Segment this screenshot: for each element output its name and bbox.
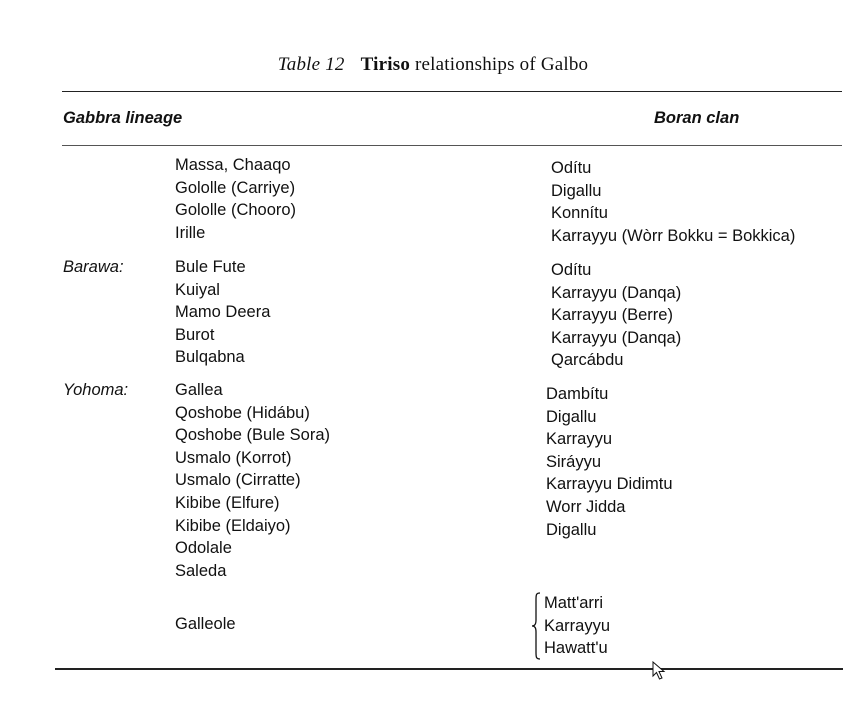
clan-item: Karrayyu (Berre) bbox=[551, 306, 673, 325]
lineage-item: Saleda bbox=[175, 561, 227, 580]
caption-rest: relationships of Galbo bbox=[415, 54, 589, 75]
lineage-item: Irille bbox=[175, 223, 206, 242]
clan-item: Karrayyu bbox=[546, 430, 613, 449]
clan-item: Konnítu bbox=[551, 204, 608, 223]
bottom-rule bbox=[55, 668, 843, 670]
lineage-item: Kibibe (Eldaiyo) bbox=[175, 516, 291, 535]
clan-item: Odítu bbox=[551, 159, 592, 177]
lineage-item: Kuiyal bbox=[175, 280, 220, 299]
lineage-item: Massa, Chaaqo bbox=[175, 156, 291, 174]
curly-brace-icon bbox=[531, 592, 541, 660]
lineage-item: Mamo Deera bbox=[175, 303, 271, 322]
column-header-lineage: Gabbra lineage bbox=[63, 109, 183, 127]
lineage-item: Qoshobe (Hidábu) bbox=[175, 403, 310, 422]
clan-item: Karrayyu Didimtu bbox=[546, 475, 673, 494]
lineage-item: Gololle (Chooro) bbox=[175, 201, 297, 220]
clan-list-yohoma bbox=[546, 383, 673, 541]
clan-item: Siráyyu bbox=[546, 452, 602, 471]
table-number: Table 12 bbox=[277, 54, 345, 75]
table-caption bbox=[0, 54, 866, 76]
column-header-clan: Boran clan bbox=[654, 109, 740, 127]
lineage-item: Qoshobe (Bule Sora) bbox=[175, 426, 331, 445]
clan-item: Digallu bbox=[551, 181, 602, 200]
clan-list-galleole bbox=[544, 592, 610, 660]
clan-item: Qarcábdu bbox=[551, 351, 624, 370]
lineage-item: Odolale bbox=[175, 539, 232, 558]
lineage-item: Usmalo (Korrot) bbox=[175, 448, 292, 467]
group-label-yohoma: Yohoma: bbox=[63, 381, 129, 399]
lineage-item: Bule Fute bbox=[175, 258, 246, 276]
clan-item: Odítu bbox=[551, 261, 592, 279]
lineage-item: Gololle (Carriye) bbox=[175, 178, 296, 197]
lineage-item: Usmalo (Cirratte) bbox=[175, 471, 301, 490]
clan-list-group-1 bbox=[551, 157, 795, 247]
clan-list-barawa bbox=[551, 259, 681, 372]
clan-item: Karrayyu (Danqa) bbox=[551, 328, 682, 347]
lineage-list-barawa bbox=[175, 256, 270, 369]
clan-item: Dambítu bbox=[546, 385, 609, 403]
clan-item: Digallu bbox=[546, 407, 597, 426]
clan-item: Hawatt'u bbox=[544, 639, 608, 658]
lineage-list-group-1 bbox=[175, 154, 296, 244]
lineage-item: Bulqabna bbox=[175, 348, 245, 367]
header-rule bbox=[62, 145, 842, 146]
lineage-list-yohoma bbox=[175, 379, 330, 582]
top-rule bbox=[62, 91, 842, 92]
clan-item: Karrayyu (Wòrr Bokku = Bokkica) bbox=[551, 226, 796, 245]
lineage-item: Galleole bbox=[175, 615, 236, 633]
lineage-list-galleole bbox=[175, 613, 236, 636]
lineage-item: Gallea bbox=[175, 381, 223, 399]
group-label-barawa: Barawa: bbox=[63, 258, 124, 276]
clan-item: Worr Jidda bbox=[546, 497, 626, 516]
mouse-pointer-icon bbox=[652, 661, 666, 681]
clan-item: Karrayyu bbox=[544, 616, 611, 635]
lineage-item: Burot bbox=[175, 325, 215, 344]
caption-lead-word: Tiriso bbox=[360, 54, 411, 75]
lineage-item: Kibibe (Elfure) bbox=[175, 493, 280, 512]
clan-item: Digallu bbox=[546, 520, 597, 539]
clan-item: Karrayyu (Danqa) bbox=[551, 283, 682, 302]
clan-item: Matt'arri bbox=[544, 594, 604, 612]
